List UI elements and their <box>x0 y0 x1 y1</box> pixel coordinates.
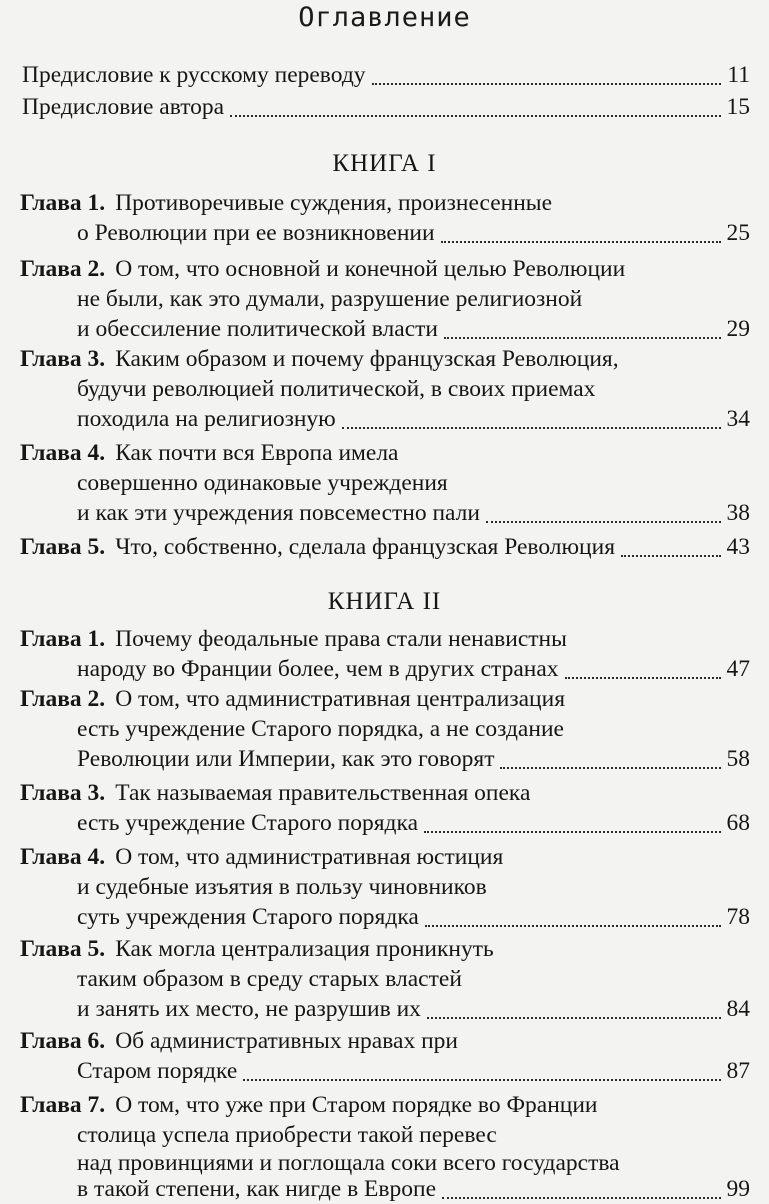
chapter-title-line: и занять их место, не разрушив их <box>77 996 421 1022</box>
chapter-label: Глава 1. <box>20 626 106 652</box>
chapter-label: Глава 5. <box>20 936 106 962</box>
chapter-title-line: не были, как это думали, разрушение религиозной <box>77 286 583 312</box>
chapter-title-line: в такой степени, как нигде в Европе <box>77 1176 437 1202</box>
chapter-label: Глава 4. <box>20 844 106 870</box>
leader-dots <box>486 521 721 523</box>
chapter-title-line: столица успела приобрести такой перевес <box>77 1122 497 1148</box>
chapter-title-line: Так называемая правительственная опека <box>115 780 531 806</box>
chapter-title-line: О том, что административная юстиция <box>115 844 504 870</box>
page-number: 78 <box>726 904 750 930</box>
leader-dots <box>442 1197 720 1199</box>
chapter-title-line: есть учреждение Старого порядка <box>77 810 419 836</box>
chapter-title-line: Как почти вся Европа имела <box>115 440 399 466</box>
leader-dots <box>621 555 720 557</box>
leader-dots <box>500 767 720 769</box>
book-heading: КНИГА I <box>332 150 437 177</box>
chapter-title-line: будучи революцией политической, в своих приемах <box>77 376 596 402</box>
chapter-title-line: Об административных нравах при <box>115 1028 458 1054</box>
page-number: 58 <box>726 746 750 772</box>
page-number: 47 <box>726 656 750 682</box>
chapter-title-line: О том, что основной и конечной целью Революции <box>115 256 626 282</box>
chapter-label: Глава 1. <box>20 190 106 216</box>
leader-dots <box>230 115 720 117</box>
chapter-title-line: совершенно одинаковые учреждения <box>77 470 448 496</box>
chapter-label: Глава 3. <box>20 346 106 372</box>
page-number: 15 <box>726 94 750 120</box>
chapter-label: Глава 2. <box>20 686 106 712</box>
leader-dots <box>424 831 720 833</box>
chapter-label: Глава 4. <box>20 440 106 466</box>
chapter-title-line: есть учреждение Старого порядка, а не создание <box>77 716 564 742</box>
leader-dots <box>565 677 721 679</box>
book-heading: КНИГА II <box>327 588 442 615</box>
chapter-title-line: О том, что административная централизация <box>115 686 566 712</box>
leader-dots <box>444 337 721 339</box>
page-number: 38 <box>726 500 750 526</box>
chapter-title-line: и как эти учреждения повсеместно пали <box>77 500 480 526</box>
page-number: 87 <box>726 1058 750 1084</box>
leader-dots <box>243 1079 720 1081</box>
chapter-title-line: Каким образом и почему французская Революция, <box>115 346 619 372</box>
toc-entry-preface-author[interactable] <box>22 92 750 122</box>
chapter-title-line: и обессиление политической власти <box>77 316 438 342</box>
chapter-title-line: О том, что уже при Старом порядке во Франции <box>115 1092 598 1118</box>
chapter-title-line: и судебные изъятия в пользу чиновников <box>77 874 487 900</box>
page-number: 34 <box>726 406 750 432</box>
chapter-label: Глава 2. <box>20 256 106 282</box>
page-number: 29 <box>726 316 750 342</box>
page-number: 68 <box>726 810 750 836</box>
entry-text: Предисловие автора <box>22 94 225 120</box>
chapter-title-line: Противоречивые суждения, произнесенные <box>115 190 553 216</box>
chapter-title-line: Революции или Империи, как это говорят <box>77 746 495 772</box>
chapter-label: Глава 6. <box>20 1028 106 1054</box>
entry-text: Предисловие к русскому переводу <box>22 62 366 88</box>
chapter-title-line: походила на религиозную <box>77 406 336 432</box>
page-number: 43 <box>726 534 750 560</box>
page-number: 11 <box>727 62 750 88</box>
chapter-title-line: Почему феодальные права стали ненавистны <box>115 626 567 652</box>
toc-entry-preface-translation[interactable] <box>22 60 750 90</box>
chapter-label: Глава 3. <box>20 780 106 806</box>
chapter-title-line: Старом порядке <box>77 1058 238 1084</box>
leader-dots <box>372 83 722 85</box>
leader-dots <box>342 427 721 429</box>
page-number: 84 <box>726 996 750 1022</box>
chapter-title-line: суть учреждения Старого порядка <box>77 904 419 930</box>
chapter-title-line: Что, собственно, сделала французская Революция <box>115 534 616 560</box>
chapter-title-line: таким образом в среду старых властей <box>77 966 462 992</box>
page-number: 99 <box>726 1176 750 1202</box>
page-title: Оглавление <box>298 2 471 33</box>
chapter-title-line: народу во Франции более, чем в других странах <box>77 656 559 682</box>
chapter-title-line: Как могла централизация проникнуть <box>115 936 494 962</box>
leader-dots <box>441 241 721 243</box>
chapter-title-line: над провинциями и поглощала соки всего государства <box>77 1150 620 1176</box>
chapter-title-line: о Революции при ее возникновении <box>77 220 435 246</box>
leader-dots <box>427 1017 721 1019</box>
chapter-label: Глава 7. <box>20 1092 106 1118</box>
leader-dots <box>425 925 721 927</box>
page-number: 25 <box>726 220 750 246</box>
chapter-label: Глава 5. <box>20 534 106 560</box>
